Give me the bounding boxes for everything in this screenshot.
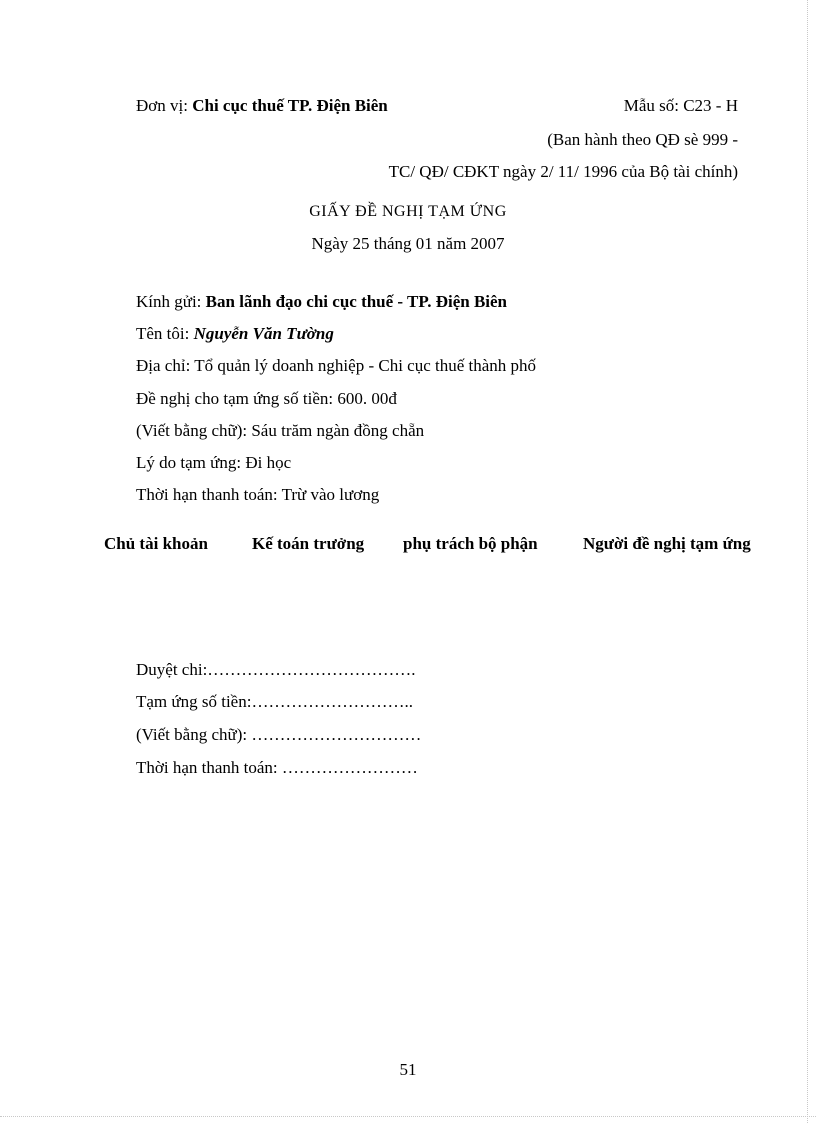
approval-payment-term-line: Thời hạn thanh toán: …………………… <box>136 758 418 777</box>
payment-term-line: Thời hạn thanh toán: Trừ vào lương <box>136 485 380 504</box>
address-line: Địa chỉ: Tổ quản lý doanh nghiệp - Chi cục thuế thành phố <box>136 356 537 375</box>
unit-label: Đơn vị: <box>136 96 193 115</box>
document-title: GIẤY ĐỀ NGHỊ TẠM ỨNG <box>309 203 507 220</box>
signature-chief-accountant: Kế toán trưởng <box>252 534 365 553</box>
advance-amount-line: Tạm ứng số tiền:……………………….. <box>136 692 413 711</box>
reason-line: Lý do tạm ứng: Đi học <box>136 453 292 472</box>
request-line: Đề nghị cho tạm ứng số tiền: 600. 00đ <box>136 389 397 408</box>
signature-requester: Người đề nghị tạm ứng <box>583 534 751 553</box>
page-number: 51 <box>399 1060 417 1079</box>
recipient-value: Ban lãnh đạo chi cục thuế - TP. Điện Biên <box>205 292 508 311</box>
signature-department-head: phụ trách bộ phận <box>403 534 538 553</box>
name-value: Nguyễn Văn Tường <box>193 324 334 343</box>
unit-line <box>136 96 388 116</box>
approval-in-words-line: (Viết bằng chữ): ………………………… <box>136 725 422 744</box>
recipient-line <box>136 292 507 312</box>
issued-line-1: (Ban hành theo QĐ sè 999 - <box>547 130 738 149</box>
document-date: Ngày 25 tháng 01 năm 2007 <box>311 234 505 253</box>
name-line <box>136 324 334 344</box>
page-border-right <box>807 0 808 1123</box>
approved-line: Duyệt chi:………………………………. <box>136 660 416 679</box>
page-border-bottom <box>0 1116 816 1117</box>
in-words-line: (Viết bằng chữ): Sáu trăm ngàn đồng chẵn <box>136 421 425 440</box>
recipient-label: Kính gửi: <box>136 292 206 311</box>
issued-line-2: TC/ QĐ/ CĐKT ngày 2/ 11/ 1996 của Bộ tài chính) <box>388 162 738 181</box>
form-number: Mẫu số: C23 - H <box>623 96 738 115</box>
name-label: Tên tôi: <box>136 324 194 343</box>
unit-name: Chi cục thuế TP. Điện Biên <box>192 96 388 115</box>
signature-account-holder: Chủ tài khoản <box>104 534 208 553</box>
